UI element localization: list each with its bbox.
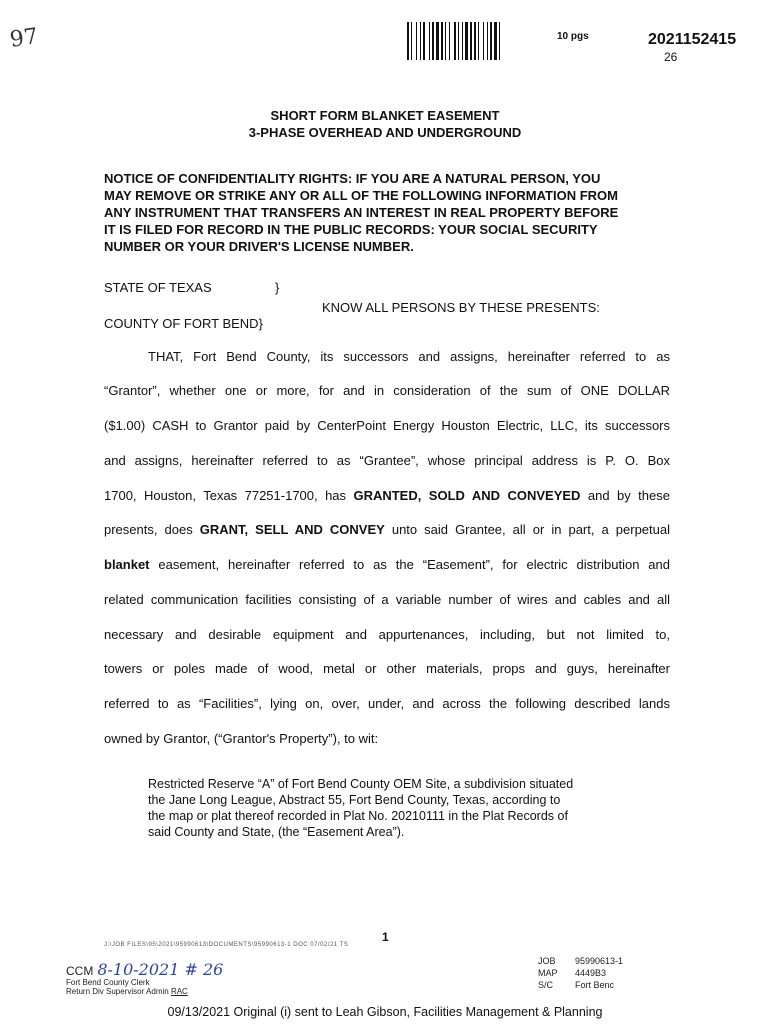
legal-line: the map or plat thereof recorded in Plat No. 20210111 in the Plat Records of: [148, 809, 568, 823]
body-line: ($1.00) CASH to Grantor paid by CenterPoint Energy Houston Electric, LLC, its successors: [104, 418, 670, 433]
legal-description: [148, 776, 668, 840]
clerk-return: [66, 987, 188, 996]
job-values: [575, 955, 623, 991]
body-bold-text: blanket: [104, 557, 150, 572]
clerk-stamp: [66, 960, 223, 979]
file-path: J:\JOB FILES\95\2021\95990613\DOCUMENTS\95990613-1 DOC 07/02/21 TS: [104, 942, 349, 948]
job-value: 95990613-1: [575, 956, 624, 966]
legal-line: Restricted Reserve “A” of Fort Bend County OEM Site, a subdivision situated: [148, 777, 574, 791]
body-line: owned by Grantor, (“Grantor's Property”), to wit:: [104, 731, 379, 746]
sc-value: Fort Benc: [575, 980, 615, 990]
body-line: related communication facilities consisting of a variable number of wires and cables and all: [104, 592, 670, 607]
document-title: SHORT FORM BLANKET EASEMENT: [270, 108, 500, 123]
page-number: 1: [382, 930, 389, 944]
clerk-return-text: Return Div Supervisor Admin: [66, 987, 171, 996]
body-text: unto said Grantee, all or in part, a perpetual: [384, 522, 670, 537]
handwritten-page-mark: 97: [8, 24, 40, 53]
footer-note: 09/13/2021 Original (i) sent to Leah Gibson, Facilities Management & Planning: [167, 1005, 603, 1019]
confidentiality-notice: [104, 170, 684, 255]
body-text: presents, does: [104, 522, 200, 537]
map-value: 4449B3: [575, 968, 607, 978]
body-line-granted: [104, 488, 670, 503]
body-text: and by these: [580, 488, 670, 503]
notice-line: NUMBER OR YOUR DRIVER'S LICENSE NUMBER.: [104, 239, 414, 254]
ccm-label: CCM: [66, 964, 94, 978]
clerk-initials: RAC: [170, 987, 188, 996]
notice-line: ANY INSTRUMENT THAT TRANSFERS AN INTEREST IN REAL PROPERTY BEFORE: [104, 205, 619, 220]
document-subtitle: 3-PHASE OVERHEAD AND UNDERGROUND: [248, 125, 522, 140]
clerk-name: Fort Bend County Clerk: [66, 978, 150, 987]
job-labels: [538, 955, 558, 991]
notice-line: NOTICE OF CONFIDENTIALITY RIGHTS: IF YOU ARE A NATURAL PERSON, YOU: [104, 171, 601, 186]
state-line: STATE OF TEXAS: [104, 280, 212, 295]
document-sub-number: 26: [664, 50, 678, 64]
know-all-persons: KNOW ALL PERSONS BY THESE PRESENTS:: [322, 300, 600, 315]
legal-line: the Jane Long League, Abstract 55, Fort Bend County, Texas, according to: [148, 793, 561, 807]
body-text: 1700, Houston, Texas 77251-1700, has: [104, 488, 354, 503]
sc-label: S/C: [538, 980, 554, 990]
county-line: COUNTY OF FORT BEND}: [104, 316, 263, 331]
legal-line: said County and State, (the “Easement Area”).: [148, 825, 405, 839]
barcode: [407, 22, 547, 60]
notice-line: IT IS FILED FOR RECORD IN THE PUBLIC RECORDS: YOUR SOCIAL SECURITY: [104, 222, 598, 237]
body-bold-text: GRANTED, SOLD AND CONVEYED: [353, 488, 581, 503]
body-line: and assigns, hereinafter referred to as “Grantee”, whose principal address is P. O. Box: [104, 453, 670, 468]
map-label: MAP: [538, 968, 558, 978]
body-line: “Grantor”, whether one or more, for and in consideration of the sum of ONE DOLLAR: [104, 383, 670, 398]
body-line-grant: [104, 522, 670, 537]
notice-line: MAY REMOVE OR STRIKE ANY OR ALL OF THE FOLLOWING INFORMATION FROM: [104, 188, 618, 203]
body-bold-text: GRANT, SELL AND CONVEY: [199, 522, 385, 537]
clerk-info: [66, 978, 188, 996]
body-line-blanket: [104, 557, 670, 572]
body-text: easement, hereinafter referred to as the “Easement”, for electric distribution and: [149, 557, 670, 572]
pages-label: 10 pgs: [557, 31, 589, 42]
document-number: 2021152415: [648, 31, 737, 48]
body-line: towers or poles made of wood, metal or other materials, props and guys, hereinafter: [104, 661, 670, 676]
job-label: JOB: [538, 956, 556, 966]
body-line: necessary and desirable equipment and appurtenances, including, but not limited to,: [104, 627, 670, 642]
body-line: referred to as “Facilities”, lying on, over, under, and across the following described lands: [104, 696, 670, 711]
state-brace: }: [275, 280, 280, 295]
body-line: THAT, Fort Bend County, its successors and assigns, hereinafter referred to as: [148, 349, 670, 364]
handwritten-date: 8-10-2021 # 26: [97, 960, 224, 979]
